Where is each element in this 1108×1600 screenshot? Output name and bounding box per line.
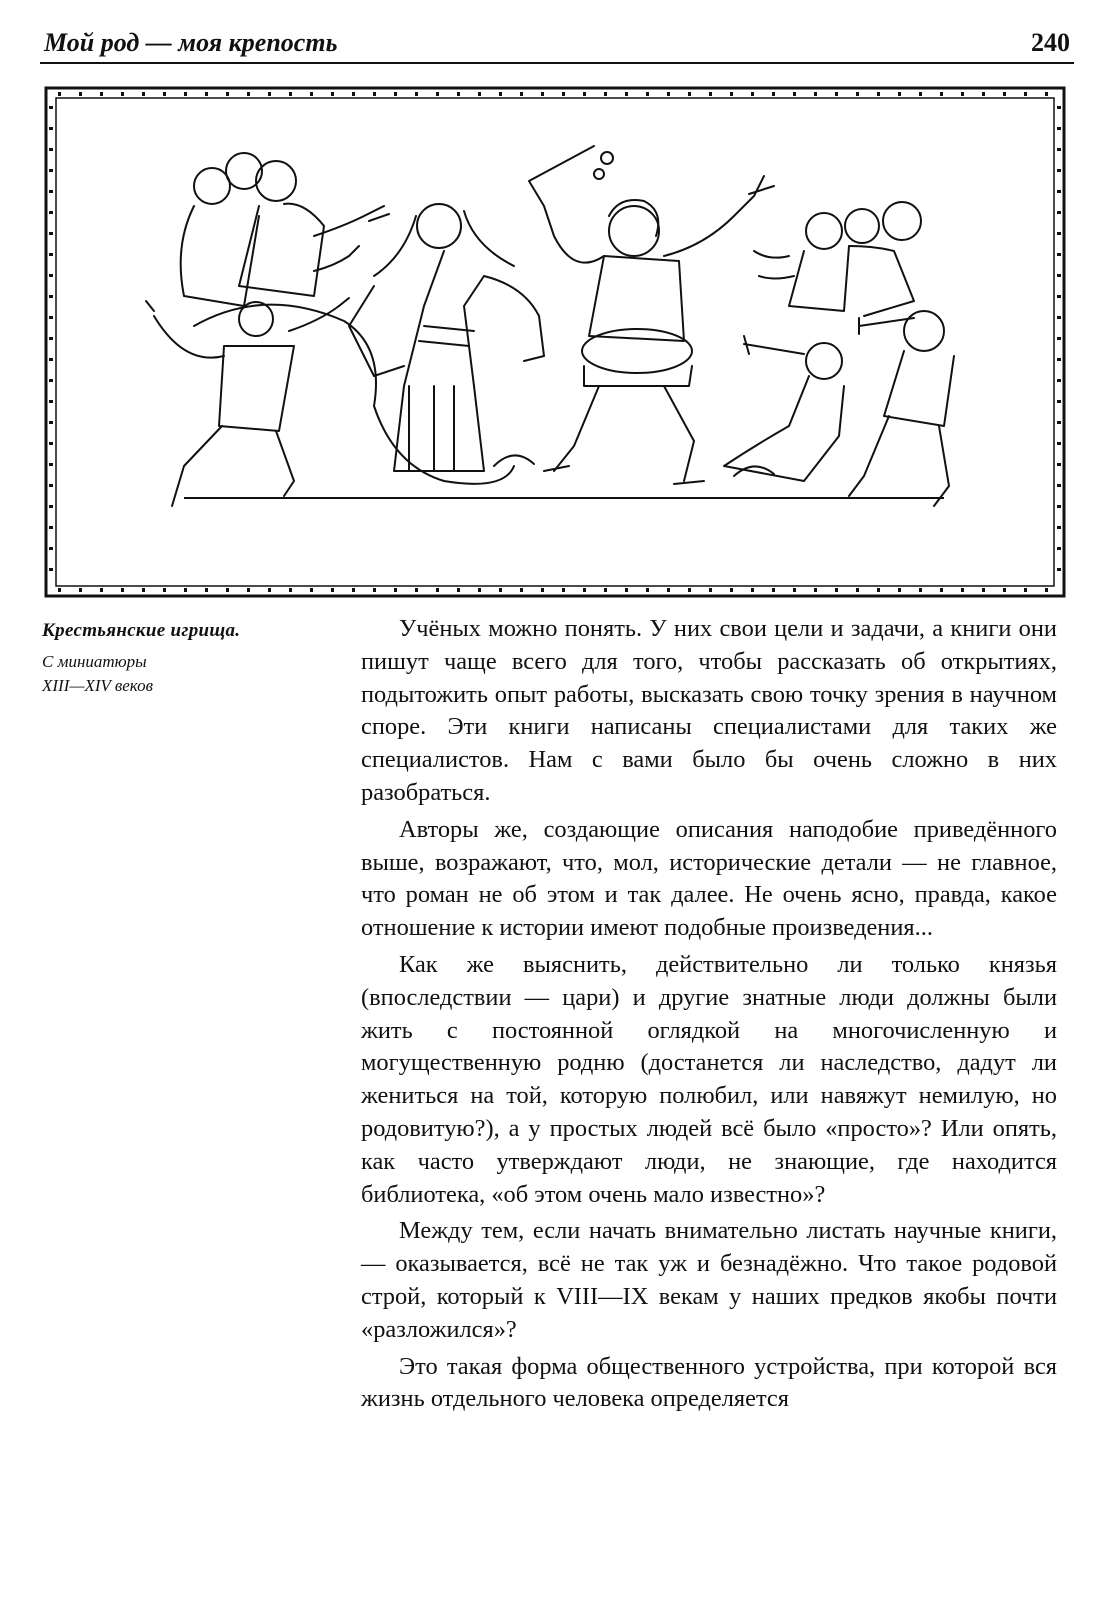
page-number: 240 (1031, 28, 1070, 57)
caption-title: Крестьянские игрища. (42, 620, 241, 641)
caption-line: С миниатюры (42, 652, 147, 671)
illustration (44, 86, 1066, 598)
dancing-peasants-drawing (44, 86, 1066, 598)
caption-line: XIII—XIV веков (42, 676, 153, 695)
running-title: Мой род — моя крепость (44, 28, 338, 57)
running-header (40, 26, 1074, 64)
paragraph: Как же выяснить, действительно ли только князья (впоследствии — цари) и другие знатные люди должны были жить с постоянной оглядкой на многочисленную и могущественную родню (достанется ли наследство, дадут ли жениться на той, которую полюбил, или навяжут немилую, но родовитую?), а у простых людей всё было «просто»? Или опять, как часто утверждают люди, не знающие, где находится библиотека, «об этом очень мало известно»? (361, 950, 1057, 1208)
paragraph: Авторы же, создающие описания наподобие приведённого выше, возражают, что, мол, исторические детали — не главное, что роман не об этом и так далее. Не очень ясно, правда, какое отношение к истории имеют подобные произведения... (361, 815, 1057, 942)
paragraph: Между тем, если начать внимательно листать научные книги, — оказывается, всё не так уж и безнадёжно. Что такое родовой строй, который к VIII—IX векам у наших предков якобы почти «разложился»? (361, 1217, 1057, 1343)
figure-caption (42, 620, 342, 698)
paragraph: Учёных можно понять. У них свои цели и задачи, а книги они пишут чаще всего для того, чтобы рассказать об открытиях, подытожить опыт работы, высказать свою точку зрения в научном споре. Эти книги написаны специалистами для таких же специалистов. Нам с вами было бы очень сложно в них разобраться. (361, 615, 1057, 806)
body-text (361, 613, 1057, 1420)
paragraph: Это такая форма общественного устройства, при которой вся жизнь отдельного человека определяется (361, 1352, 1057, 1413)
